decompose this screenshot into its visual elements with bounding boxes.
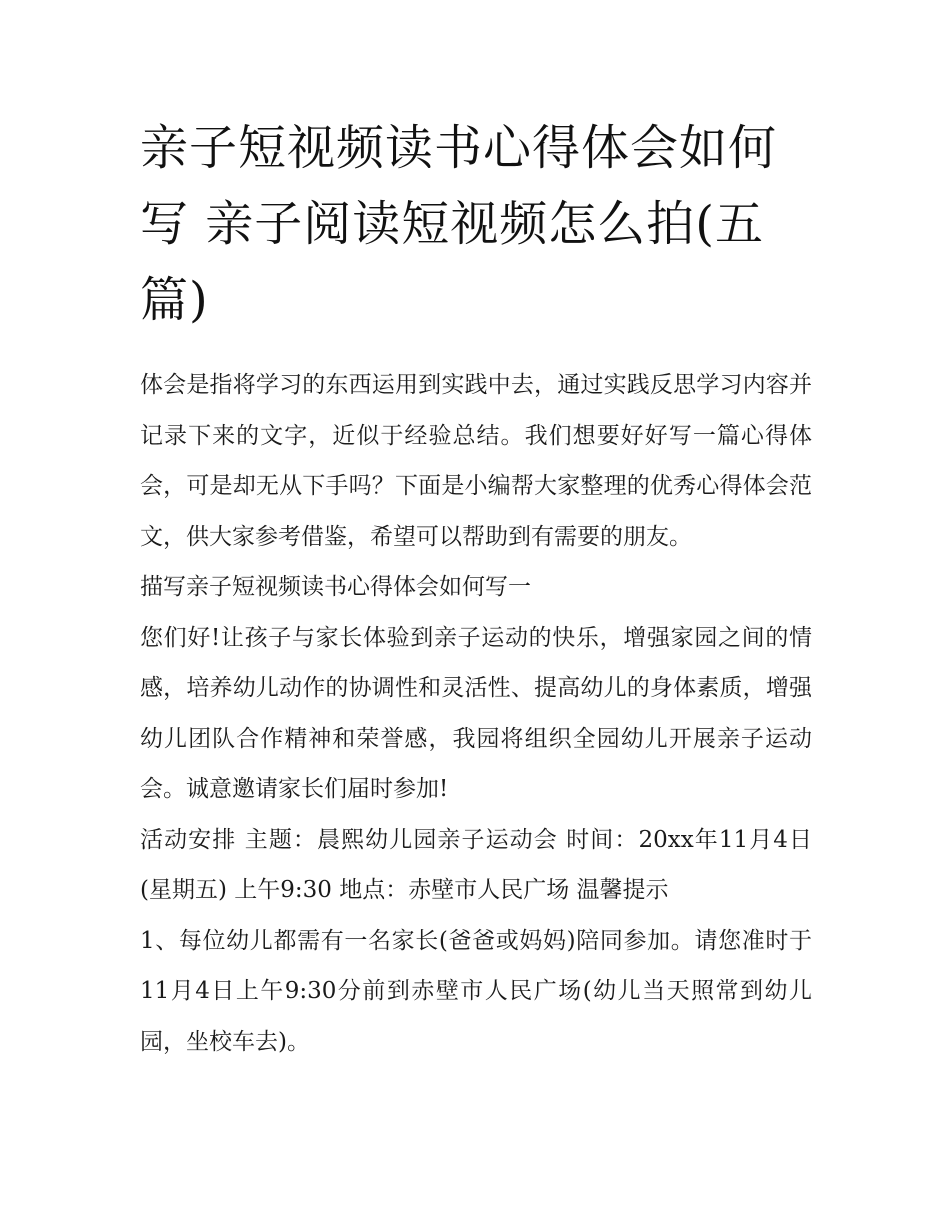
- invitation-paragraph: 您们好!让孩子与家长体验到亲子运动的快乐，增强家园之间的情感，培养幼儿动作的协调性和灵活性、提高幼儿的身体素质，增强幼儿团队合作精神和荣誉感，我园将组织全园幼儿开展亲子运动会。诚意邀请家长们届时参加!: [140, 624, 812, 802]
- document-body: [140, 110, 812, 1067]
- activity-schedule-paragraph: 活动安排 主题：晨熙幼儿园亲子运动会 时间：20xx年11月4日(星期五) 上午9:30 地点：赤壁市人民广场 温馨提示: [140, 826, 812, 903]
- section-heading: 描写亲子短视频读书心得体会如何写一: [140, 574, 531, 600]
- intro-paragraph: 体会是指将学习的东西运用到实践中去，通过实践反思学习内容并记录下来的文字，近似于经验总结。我们想要好好写一篇心得体会，可是却无从下手吗？下面是小编帮大家整理的优秀心得体会范文，供大家参考借鉴，希望可以帮助到有需要的朋友。: [140, 372, 812, 550]
- reminder-item-1: 1、每位幼儿都需有一名家长(爸爸或妈妈)陪同参加。请您准时于11月4日上午9:30分前到赤壁市人民广场(幼儿当天照常到幼儿园，坐校车去)。: [140, 927, 812, 1055]
- document-title: 亲子短视频读书心得体会如何写 亲子阅读短视频怎么拍(五篇): [140, 120, 778, 328]
